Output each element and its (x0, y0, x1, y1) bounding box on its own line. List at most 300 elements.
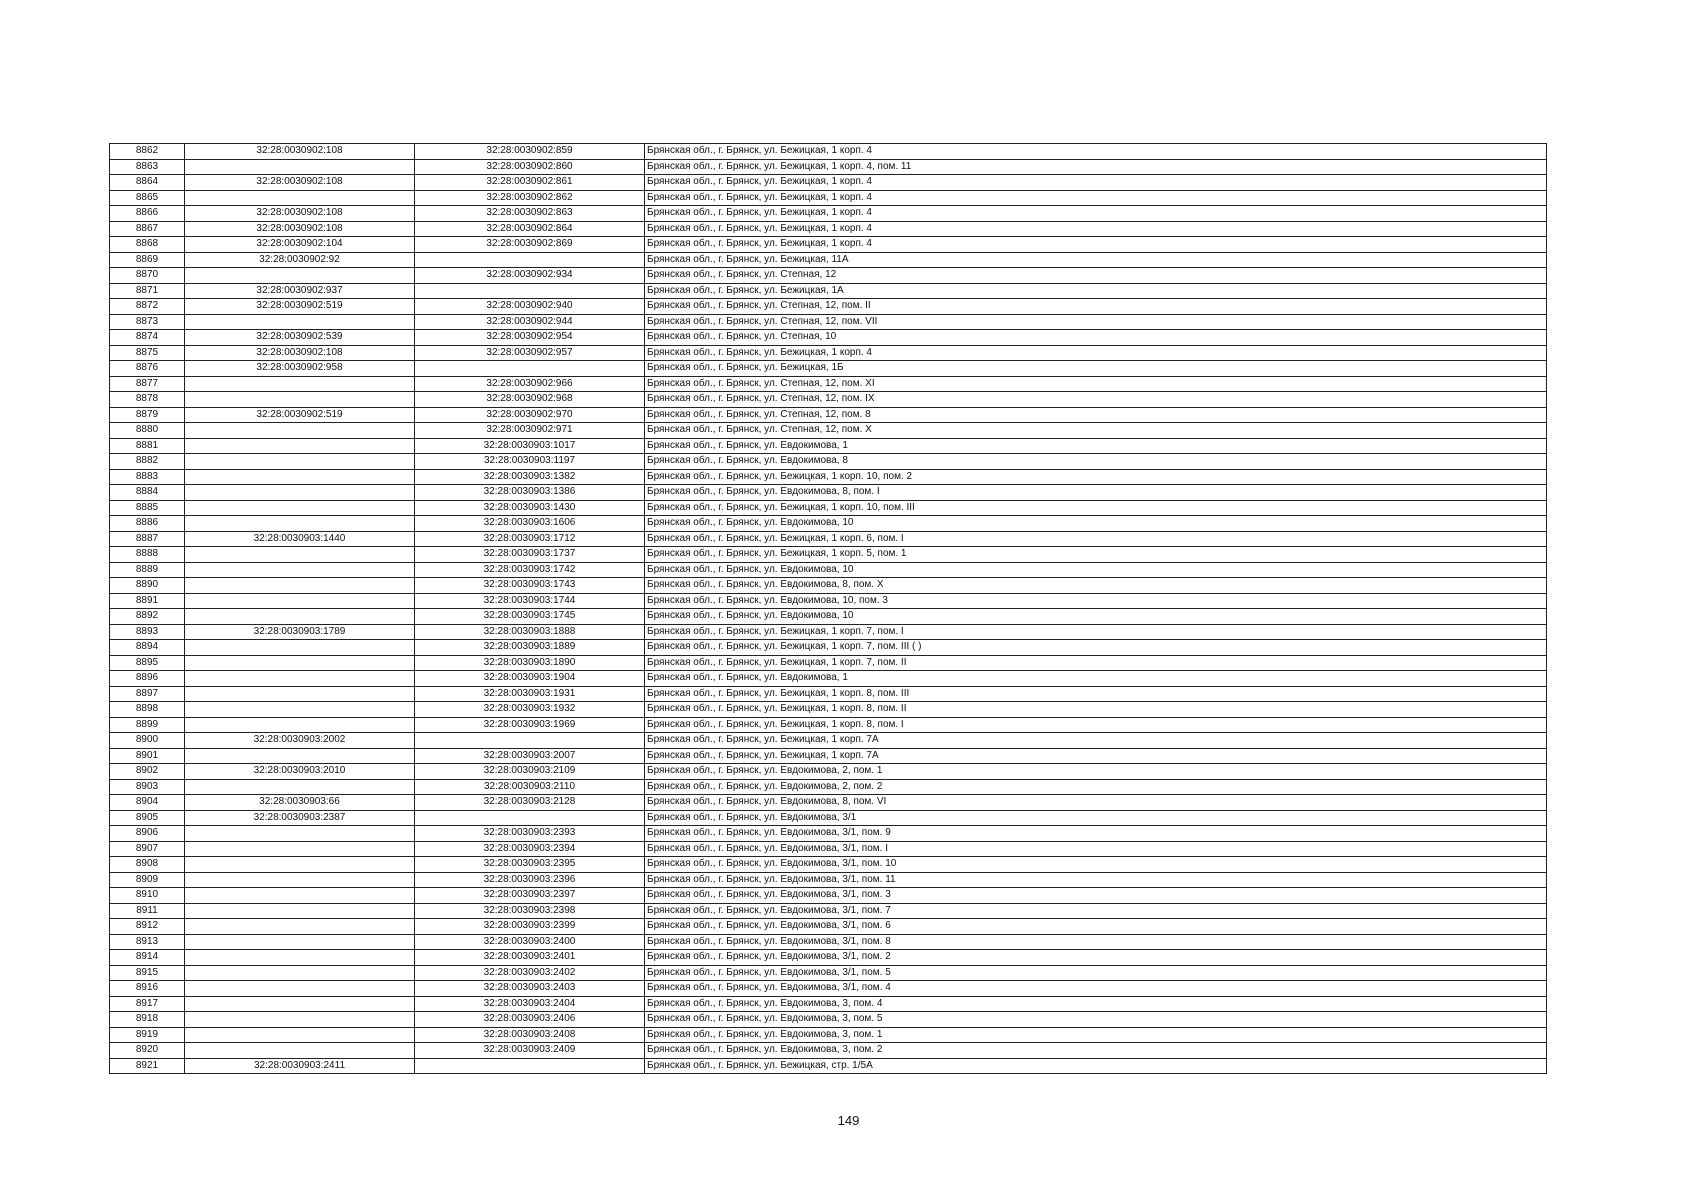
row-number-cell: 8875 (110, 345, 185, 361)
row-number-cell: 8902 (110, 764, 185, 780)
row-number-cell: 8889 (110, 562, 185, 578)
address-cell: Брянская обл., г. Брянск, ул. Бежицкая, 1 корп. 7А (645, 733, 1547, 749)
table-row (110, 609, 1547, 625)
address-cell: Брянская обл., г. Брянск, ул. Евдокимова, 10 (645, 562, 1547, 578)
address-cell: Брянская обл., г. Брянск, ул. Степная, 12 (645, 268, 1547, 284)
cadastral-number-cell: 32:28:0030903:1197 (415, 454, 645, 470)
parent-cadastral-number-cell (185, 686, 415, 702)
cadastral-number-cell: 32:28:0030903:1712 (415, 531, 645, 547)
cadastral-number-cell: 32:28:0030902:859 (415, 144, 645, 160)
cadastral-number-cell: 32:28:0030903:2401 (415, 950, 645, 966)
address-cell: Брянская обл., г. Брянск, ул. Евдокимова, 3, пом. 2 (645, 1043, 1547, 1059)
cadastral-number-cell: 32:28:0030902:860 (415, 159, 645, 175)
parent-cadastral-number-cell (185, 314, 415, 330)
row-number-cell: 8863 (110, 159, 185, 175)
parent-cadastral-number-cell (185, 578, 415, 594)
row-number-cell: 8887 (110, 531, 185, 547)
row-number-cell: 8919 (110, 1027, 185, 1043)
address-cell: Брянская обл., г. Брянск, ул. Бежицкая, 1 корп. 4 (645, 206, 1547, 222)
row-number-cell: 8879 (110, 407, 185, 423)
address-cell: Брянская обл., г. Брянск, ул. Бежицкая, 1 корп. 8, пом. I (645, 717, 1547, 733)
table-row (110, 1043, 1547, 1059)
parent-cadastral-number-cell: 32:28:0030902:519 (185, 299, 415, 315)
parent-cadastral-number-cell: 32:28:0030902:108 (185, 144, 415, 160)
address-cell: Брянская обл., г. Брянск, ул. Бежицкая, 1 корп. 4, пом. 11 (645, 159, 1547, 175)
row-number-cell: 8906 (110, 826, 185, 842)
table-row (110, 438, 1547, 454)
parent-cadastral-number-cell (185, 857, 415, 873)
row-number-cell: 8911 (110, 903, 185, 919)
row-number-cell: 8886 (110, 516, 185, 532)
table-row (110, 376, 1547, 392)
row-number-cell: 8893 (110, 624, 185, 640)
table-row (110, 314, 1547, 330)
address-cell: Брянская обл., г. Брянск, ул. Бежицкая, 1 корп. 4 (645, 144, 1547, 160)
row-number-cell: 8917 (110, 996, 185, 1012)
address-cell: Брянская обл., г. Брянск, ул. Евдокимова, 3/1, пом. 4 (645, 981, 1547, 997)
parent-cadastral-number-cell: 32:28:0030903:2411 (185, 1058, 415, 1074)
cadastral-number-cell: 32:28:0030902:944 (415, 314, 645, 330)
cadastral-number-cell: 32:28:0030903:1969 (415, 717, 645, 733)
row-number-cell: 8909 (110, 872, 185, 888)
cadastral-number-cell (415, 733, 645, 749)
table-row (110, 841, 1547, 857)
cadastral-number-cell: 32:28:0030902:862 (415, 190, 645, 206)
address-cell: Брянская обл., г. Брянск, ул. Степная, 12, пом. II (645, 299, 1547, 315)
table-row (110, 252, 1547, 268)
table-row (110, 857, 1547, 873)
row-number-cell: 8868 (110, 237, 185, 253)
cadastral-number-cell: 32:28:0030902:861 (415, 175, 645, 191)
address-cell: Брянская обл., г. Брянск, ул. Бежицкая, 1 корп. 4 (645, 175, 1547, 191)
row-number-cell: 8871 (110, 283, 185, 299)
cadastral-number-cell: 32:28:0030902:970 (415, 407, 645, 423)
address-cell: Брянская обл., г. Брянск, ул. Степная, 12, пом. IX (645, 392, 1547, 408)
address-cell: Брянская обл., г. Брянск, ул. Евдокимова, 3/1, пом. 8 (645, 934, 1547, 950)
address-cell: Брянская обл., г. Брянск, ул. Евдокимова, 8, пом. X (645, 578, 1547, 594)
address-cell: Брянская обл., г. Брянск, ул. Евдокимова, 3, пом. 5 (645, 1012, 1547, 1028)
table-row (110, 547, 1547, 563)
parent-cadastral-number-cell (185, 423, 415, 439)
address-cell: Брянская обл., г. Брянск, ул. Степная, 12, пом. VII (645, 314, 1547, 330)
cadastral-number-cell: 32:28:0030903:2007 (415, 748, 645, 764)
cadastral-number-cell: 32:28:0030903:2393 (415, 826, 645, 842)
cadastral-number-cell: 32:28:0030903:2128 (415, 795, 645, 811)
table-row (110, 888, 1547, 904)
parent-cadastral-number-cell: 32:28:0030902:108 (185, 206, 415, 222)
parent-cadastral-number-cell (185, 996, 415, 1012)
cadastral-number-cell (415, 361, 645, 377)
parent-cadastral-number-cell: 32:28:0030903:2002 (185, 733, 415, 749)
address-cell: Брянская обл., г. Брянск, ул. Бежицкая, стр. 1/5А (645, 1058, 1547, 1074)
address-cell: Брянская обл., г. Брянск, ул. Бежицкая, 1 корп. 4 (645, 221, 1547, 237)
table-row (110, 764, 1547, 780)
cadastral-number-cell: 32:28:0030903:1888 (415, 624, 645, 640)
cadastral-number-cell: 32:28:0030902:864 (415, 221, 645, 237)
row-number-cell: 8878 (110, 392, 185, 408)
cadastral-number-cell: 32:28:0030903:1606 (415, 516, 645, 532)
row-number-cell: 8910 (110, 888, 185, 904)
address-cell: Брянская обл., г. Брянск, ул. Степная, 12, пом. 8 (645, 407, 1547, 423)
parent-cadastral-number-cell (185, 547, 415, 563)
cadastral-number-cell: 32:28:0030903:1745 (415, 609, 645, 625)
address-cell: Брянская обл., г. Брянск, ул. Евдокимова, 3/1, пом. 11 (645, 872, 1547, 888)
row-number-cell: 8896 (110, 671, 185, 687)
parent-cadastral-number-cell: 32:28:0030903:1789 (185, 624, 415, 640)
table-row (110, 872, 1547, 888)
parent-cadastral-number-cell: 32:28:0030902:958 (185, 361, 415, 377)
address-cell: Брянская обл., г. Брянск, ул. Бежицкая, 1 корп. 7, пом. II (645, 655, 1547, 671)
table-row (110, 717, 1547, 733)
row-number-cell: 8903 (110, 779, 185, 795)
parent-cadastral-number-cell (185, 438, 415, 454)
table-row (110, 593, 1547, 609)
table-row (110, 671, 1547, 687)
parent-cadastral-number-cell: 32:28:0030903:66 (185, 795, 415, 811)
row-number-cell: 8869 (110, 252, 185, 268)
cadastral-number-cell: 32:28:0030903:2394 (415, 841, 645, 857)
address-cell: Брянская обл., г. Брянск, ул. Бежицкая, 1Б (645, 361, 1547, 377)
row-number-cell: 8888 (110, 547, 185, 563)
address-cell: Брянская обл., г. Брянск, ул. Бежицкая, 1 корп. 8, пом. II (645, 702, 1547, 718)
table-row (110, 531, 1547, 547)
table-row (110, 702, 1547, 718)
cadastral-number-cell: 32:28:0030903:1742 (415, 562, 645, 578)
address-cell: Брянская обл., г. Брянск, ул. Евдокимова, 3/1, пом. 7 (645, 903, 1547, 919)
row-number-cell: 8894 (110, 640, 185, 656)
row-number-cell: 8916 (110, 981, 185, 997)
table-row (110, 485, 1547, 501)
table-row (110, 159, 1547, 175)
parent-cadastral-number-cell (185, 903, 415, 919)
row-number-cell: 8892 (110, 609, 185, 625)
table-row (110, 903, 1547, 919)
row-number-cell: 8895 (110, 655, 185, 671)
cadastral-number-cell: 32:28:0030902:869 (415, 237, 645, 253)
cadastral-number-cell: 32:28:0030903:2110 (415, 779, 645, 795)
row-number-cell: 8885 (110, 500, 185, 516)
cadastral-number-cell (415, 1058, 645, 1074)
address-cell: Брянская обл., г. Брянск, ул. Бежицкая, 1 корп. 8, пом. III (645, 686, 1547, 702)
row-number-cell: 8900 (110, 733, 185, 749)
parent-cadastral-number-cell: 32:28:0030902:104 (185, 237, 415, 253)
table-row (110, 190, 1547, 206)
table-row (110, 919, 1547, 935)
registry-table-body (110, 144, 1547, 1074)
table-row (110, 175, 1547, 191)
cadastral-number-cell: 32:28:0030903:2109 (415, 764, 645, 780)
cadastral-number-cell: 32:28:0030903:1737 (415, 547, 645, 563)
table-row (110, 469, 1547, 485)
cadastral-number-cell: 32:28:0030903:2406 (415, 1012, 645, 1028)
address-cell: Брянская обл., г. Брянск, ул. Евдокимова, 3/1, пом. 9 (645, 826, 1547, 842)
address-cell: Брянская обл., г. Брянск, ул. Евдокимова, 8 (645, 454, 1547, 470)
row-number-cell: 8884 (110, 485, 185, 501)
row-number-cell: 8864 (110, 175, 185, 191)
parent-cadastral-number-cell (185, 469, 415, 485)
row-number-cell: 8867 (110, 221, 185, 237)
address-cell: Брянская обл., г. Брянск, ул. Евдокимова, 3/1, пом. 5 (645, 965, 1547, 981)
table-row (110, 624, 1547, 640)
parent-cadastral-number-cell (185, 671, 415, 687)
row-number-cell: 8881 (110, 438, 185, 454)
cadastral-number-cell (415, 252, 645, 268)
address-cell: Брянская обл., г. Брянск, ул. Евдокимова, 3/1, пом. 10 (645, 857, 1547, 873)
cadastral-number-cell: 32:28:0030903:2409 (415, 1043, 645, 1059)
parent-cadastral-number-cell: 32:28:0030903:1440 (185, 531, 415, 547)
table-row (110, 206, 1547, 222)
parent-cadastral-number-cell (185, 159, 415, 175)
row-number-cell: 8899 (110, 717, 185, 733)
table-row (110, 221, 1547, 237)
page-number: 149 (837, 1113, 860, 1128)
table-row (110, 640, 1547, 656)
table-row (110, 996, 1547, 1012)
row-number-cell: 8897 (110, 686, 185, 702)
row-number-cell: 8918 (110, 1012, 185, 1028)
address-cell: Брянская обл., г. Брянск, ул. Бежицкая, 1 корп. 4 (645, 345, 1547, 361)
cadastral-number-cell: 32:28:0030903:1931 (415, 686, 645, 702)
cadastral-number-cell: 32:28:0030903:2395 (415, 857, 645, 873)
table-row (110, 500, 1547, 516)
table-row (110, 392, 1547, 408)
cadastral-number-cell: 32:28:0030903:2403 (415, 981, 645, 997)
cadastral-number-cell: 32:28:0030903:1743 (415, 578, 645, 594)
cadastral-number-cell: 32:28:0030903:1430 (415, 500, 645, 516)
address-cell: Брянская обл., г. Брянск, ул. Степная, 12, пом. X (645, 423, 1547, 439)
table-row (110, 283, 1547, 299)
table-row (110, 748, 1547, 764)
parent-cadastral-number-cell (185, 454, 415, 470)
cadastral-number-cell: 32:28:0030903:1932 (415, 702, 645, 718)
cadastral-number-cell: 32:28:0030903:1382 (415, 469, 645, 485)
parent-cadastral-number-cell: 32:28:0030902:108 (185, 345, 415, 361)
row-number-cell: 8870 (110, 268, 185, 284)
cadastral-number-cell: 32:28:0030903:2408 (415, 1027, 645, 1043)
row-number-cell: 8866 (110, 206, 185, 222)
parent-cadastral-number-cell: 32:28:0030903:2010 (185, 764, 415, 780)
address-cell: Брянская обл., г. Брянск, ул. Евдокимова, 3/1 (645, 810, 1547, 826)
row-number-cell: 8872 (110, 299, 185, 315)
cadastral-number-cell: 32:28:0030903:1889 (415, 640, 645, 656)
table-row (110, 330, 1547, 346)
parent-cadastral-number-cell (185, 872, 415, 888)
cadastral-number-cell: 32:28:0030902:966 (415, 376, 645, 392)
cadastral-number-cell (415, 283, 645, 299)
row-number-cell: 8901 (110, 748, 185, 764)
address-cell: Брянская обл., г. Брянск, ул. Бежицкая, 1 корп. 7, пом. III ( ) (645, 640, 1547, 656)
parent-cadastral-number-cell: 32:28:0030902:108 (185, 221, 415, 237)
parent-cadastral-number-cell (185, 376, 415, 392)
row-number-cell: 8883 (110, 469, 185, 485)
parent-cadastral-number-cell (185, 516, 415, 532)
row-number-cell: 8874 (110, 330, 185, 346)
cadastral-number-cell: 32:28:0030903:1017 (415, 438, 645, 454)
table-row (110, 516, 1547, 532)
cadastral-number-cell: 32:28:0030902:954 (415, 330, 645, 346)
cadastral-number-cell: 32:28:0030903:2397 (415, 888, 645, 904)
address-cell: Брянская обл., г. Брянск, ул. Евдокимова, 3/1, пом. 3 (645, 888, 1547, 904)
row-number-cell: 8882 (110, 454, 185, 470)
parent-cadastral-number-cell (185, 655, 415, 671)
table-row (110, 268, 1547, 284)
parent-cadastral-number-cell (185, 965, 415, 981)
address-cell: Брянская обл., г. Брянск, ул. Евдокимова, 2, пом. 1 (645, 764, 1547, 780)
row-number-cell: 8862 (110, 144, 185, 160)
parent-cadastral-number-cell (185, 1043, 415, 1059)
cadastral-number-cell: 32:28:0030903:2399 (415, 919, 645, 935)
parent-cadastral-number-cell (185, 609, 415, 625)
parent-cadastral-number-cell (185, 1012, 415, 1028)
address-cell: Брянская обл., г. Брянск, ул. Степная, 10 (645, 330, 1547, 346)
address-cell: Брянская обл., г. Брянск, ул. Евдокимова, 10 (645, 516, 1547, 532)
address-cell: Брянская обл., г. Брянск, ул. Евдокимова, 3, пом. 1 (645, 1027, 1547, 1043)
address-cell: Брянская обл., г. Брянск, ул. Бежицкая, 1 корп. 10, пом. III (645, 500, 1547, 516)
table-row (110, 810, 1547, 826)
table-row (110, 1058, 1547, 1074)
address-cell: Брянская обл., г. Брянск, ул. Бежицкая, 1А (645, 283, 1547, 299)
table-row (110, 826, 1547, 842)
cadastral-number-cell: 32:28:0030902:940 (415, 299, 645, 315)
parent-cadastral-number-cell: 32:28:0030902:519 (185, 407, 415, 423)
cadastral-number-cell: 32:28:0030903:2404 (415, 996, 645, 1012)
cadastral-number-cell: 32:28:0030902:934 (415, 268, 645, 284)
address-cell: Брянская обл., г. Брянск, ул. Бежицкая, 1 корп. 7, пом. I (645, 624, 1547, 640)
parent-cadastral-number-cell (185, 934, 415, 950)
registry-table (109, 143, 1547, 1074)
address-cell: Брянская обл., г. Брянск, ул. Евдокимова, 3/1, пом. 6 (645, 919, 1547, 935)
address-cell: Брянская обл., г. Брянск, ул. Евдокимова, 1 (645, 671, 1547, 687)
address-cell: Брянская обл., г. Брянск, ул. Евдокимова, 10, пом. 3 (645, 593, 1547, 609)
row-number-cell: 8908 (110, 857, 185, 873)
cadastral-number-cell: 32:28:0030903:2398 (415, 903, 645, 919)
row-number-cell: 8915 (110, 965, 185, 981)
address-cell: Брянская обл., г. Брянск, ул. Бежицкая, 1 корп. 10, пом. 2 (645, 469, 1547, 485)
address-cell: Брянская обл., г. Брянск, ул. Евдокимова, 8, пом. I (645, 485, 1547, 501)
parent-cadastral-number-cell: 32:28:0030903:2387 (185, 810, 415, 826)
cadastral-number-cell: 32:28:0030903:2400 (415, 934, 645, 950)
table-row (110, 950, 1547, 966)
address-cell: Брянская обл., г. Брянск, ул. Бежицкая, 1 корп. 4 (645, 237, 1547, 253)
row-number-cell: 8877 (110, 376, 185, 392)
table-row (110, 454, 1547, 470)
table-row (110, 299, 1547, 315)
address-cell: Брянская обл., г. Брянск, ул. Бежицкая, 1 корп. 6, пом. I (645, 531, 1547, 547)
parent-cadastral-number-cell (185, 919, 415, 935)
table-row (110, 965, 1547, 981)
table-row (110, 981, 1547, 997)
row-number-cell: 8873 (110, 314, 185, 330)
address-cell: Брянская обл., г. Брянск, ул. Евдокимова, 3/1, пом. 2 (645, 950, 1547, 966)
table-row (110, 407, 1547, 423)
address-cell: Брянская обл., г. Брянск, ул. Бежицкая, 11А (645, 252, 1547, 268)
table-row (110, 795, 1547, 811)
table-row (110, 361, 1547, 377)
table-row (110, 1027, 1547, 1043)
row-number-cell: 8865 (110, 190, 185, 206)
parent-cadastral-number-cell (185, 640, 415, 656)
row-number-cell: 8880 (110, 423, 185, 439)
parent-cadastral-number-cell (185, 826, 415, 842)
table-row (110, 934, 1547, 950)
cadastral-number-cell: 32:28:0030903:2402 (415, 965, 645, 981)
parent-cadastral-number-cell (185, 485, 415, 501)
table-row (110, 578, 1547, 594)
table-row (110, 562, 1547, 578)
address-cell: Брянская обл., г. Брянск, ул. Степная, 12, пом. XI (645, 376, 1547, 392)
table-row (110, 345, 1547, 361)
row-number-cell: 8905 (110, 810, 185, 826)
cadastral-number-cell (415, 810, 645, 826)
row-number-cell: 8914 (110, 950, 185, 966)
table-row (110, 655, 1547, 671)
parent-cadastral-number-cell (185, 500, 415, 516)
parent-cadastral-number-cell (185, 562, 415, 578)
address-cell: Брянская обл., г. Брянск, ул. Бежицкая, 1 корп. 7А (645, 748, 1547, 764)
row-number-cell: 8876 (110, 361, 185, 377)
parent-cadastral-number-cell (185, 950, 415, 966)
parent-cadastral-number-cell (185, 392, 415, 408)
cadastral-number-cell: 32:28:0030903:1904 (415, 671, 645, 687)
parent-cadastral-number-cell: 32:28:0030902:937 (185, 283, 415, 299)
row-number-cell: 8921 (110, 1058, 185, 1074)
cadastral-number-cell: 32:28:0030903:1386 (415, 485, 645, 501)
row-number-cell: 8907 (110, 841, 185, 857)
row-number-cell: 8890 (110, 578, 185, 594)
cadastral-number-cell: 32:28:0030902:957 (415, 345, 645, 361)
cadastral-number-cell: 32:28:0030902:968 (415, 392, 645, 408)
cadastral-number-cell: 32:28:0030902:863 (415, 206, 645, 222)
row-number-cell: 8913 (110, 934, 185, 950)
cadastral-number-cell: 32:28:0030903:1744 (415, 593, 645, 609)
parent-cadastral-number-cell (185, 717, 415, 733)
row-number-cell: 8920 (110, 1043, 185, 1059)
parent-cadastral-number-cell (185, 190, 415, 206)
parent-cadastral-number-cell (185, 593, 415, 609)
row-number-cell: 8898 (110, 702, 185, 718)
cadastral-number-cell: 32:28:0030903:1890 (415, 655, 645, 671)
table-row (110, 1012, 1547, 1028)
parent-cadastral-number-cell (185, 841, 415, 857)
cadastral-number-cell: 32:28:0030902:971 (415, 423, 645, 439)
address-cell: Брянская обл., г. Брянск, ул. Евдокимова, 8, пом. VI (645, 795, 1547, 811)
table-row (110, 237, 1547, 253)
address-cell: Брянская обл., г. Брянск, ул. Евдокимова, 1 (645, 438, 1547, 454)
row-number-cell: 8912 (110, 919, 185, 935)
table-row (110, 686, 1547, 702)
parent-cadastral-number-cell: 32:28:0030902:92 (185, 252, 415, 268)
address-cell: Брянская обл., г. Брянск, ул. Евдокимова, 2, пом. 2 (645, 779, 1547, 795)
table-row (110, 144, 1547, 160)
address-cell: Брянская обл., г. Брянск, ул. Бежицкая, 1 корп. 5, пом. 1 (645, 547, 1547, 563)
parent-cadastral-number-cell (185, 702, 415, 718)
parent-cadastral-number-cell (185, 888, 415, 904)
row-number-cell: 8891 (110, 593, 185, 609)
cadastral-number-cell: 32:28:0030903:2396 (415, 872, 645, 888)
address-cell: Брянская обл., г. Брянск, ул. Евдокимова, 10 (645, 609, 1547, 625)
row-number-cell: 8904 (110, 795, 185, 811)
parent-cadastral-number-cell (185, 981, 415, 997)
address-cell: Брянская обл., г. Брянск, ул. Бежицкая, 1 корп. 4 (645, 190, 1547, 206)
address-cell: Брянская обл., г. Брянск, ул. Евдокимова, 3, пом. 4 (645, 996, 1547, 1012)
table-row (110, 779, 1547, 795)
table-row (110, 733, 1547, 749)
parent-cadastral-number-cell (185, 748, 415, 764)
table-row (110, 423, 1547, 439)
parent-cadastral-number-cell (185, 268, 415, 284)
parent-cadastral-number-cell (185, 779, 415, 795)
parent-cadastral-number-cell: 32:28:0030902:108 (185, 175, 415, 191)
